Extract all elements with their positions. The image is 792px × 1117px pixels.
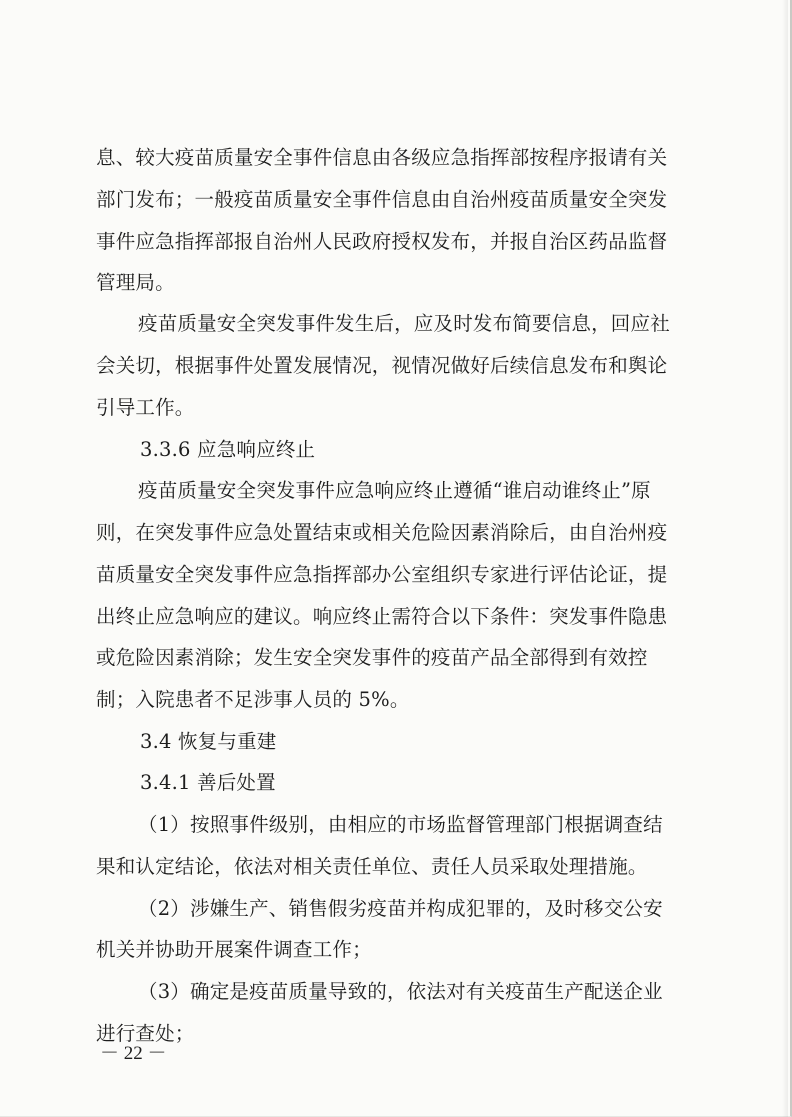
text-line-17: （1）按照事件级别，由相应的市场监督管理部门根据调查结 <box>138 813 663 836</box>
text-line-18: 果和认定结论，依法对相关责任单位、责任人员采取处理措施。 <box>96 855 648 878</box>
text-line-3: 事件应急指挥部报自治州人民政府授权发布，并报自治区药品监督 <box>96 230 668 253</box>
text-line-22: 进行查处； <box>96 1022 195 1045</box>
scan-edge <box>782 0 788 1117</box>
text-line-21: （3）确定是疫苗质量导致的，依法对有关疫苗生产配送企业 <box>138 980 663 1003</box>
text-line-10: 则，在突发事件应急处置结束或相关危险因素消除后，由自治州疫 <box>96 521 668 544</box>
text-line-5: 疫苗质量安全突发事件发生后，应及时发布简要信息，回应社 <box>138 312 670 335</box>
text-line-4: 管理局。 <box>96 271 175 294</box>
text-line-12: 出终止应急响应的建议。响应终止需符合以下条件：突发事件隐患 <box>96 605 668 628</box>
text-line-14: 制；入院患者不足涉事人员的 5%。 <box>96 688 410 711</box>
section-heading-3-4: 3.4 恢复与重建 <box>140 730 277 753</box>
text-line-1: 息、较大疫苗质量安全事件信息由各级应急指挥部按程序报请有关 <box>96 146 668 169</box>
text-line-9: 疫苗质量安全突发事件应急响应终止遵循“谁启动谁终止”原 <box>138 479 651 502</box>
text-line-20: 机关并协助开展案件调查工作； <box>96 938 372 961</box>
text-line-13: 或危险因素消除；发生安全突发事件的疫苗产品全部得到有效控 <box>96 646 648 669</box>
text-line-19: （2）涉嫌生产、销售假劣疫苗并构成犯罪的，及时移交公安 <box>138 897 663 920</box>
text-line-6: 会关切，根据事件处置发展情况，视情况做好后续信息发布和舆论 <box>96 354 668 377</box>
section-heading-3-3-6: 3.3.6 应急响应终止 <box>140 438 316 461</box>
text-line-2: 部门发布；一般疫苗质量安全事件信息由自治州疫苗质量安全突发 <box>96 188 668 211</box>
page-number: － 22 － <box>100 1043 167 1064</box>
text-line-7: 引导工作。 <box>96 396 195 419</box>
text-line-11: 苗质量安全突发事件应急指挥部办公室组织专家进行评估论证，提 <box>96 563 668 586</box>
section-heading-3-4-1: 3.4.1 善后处置 <box>140 771 276 794</box>
